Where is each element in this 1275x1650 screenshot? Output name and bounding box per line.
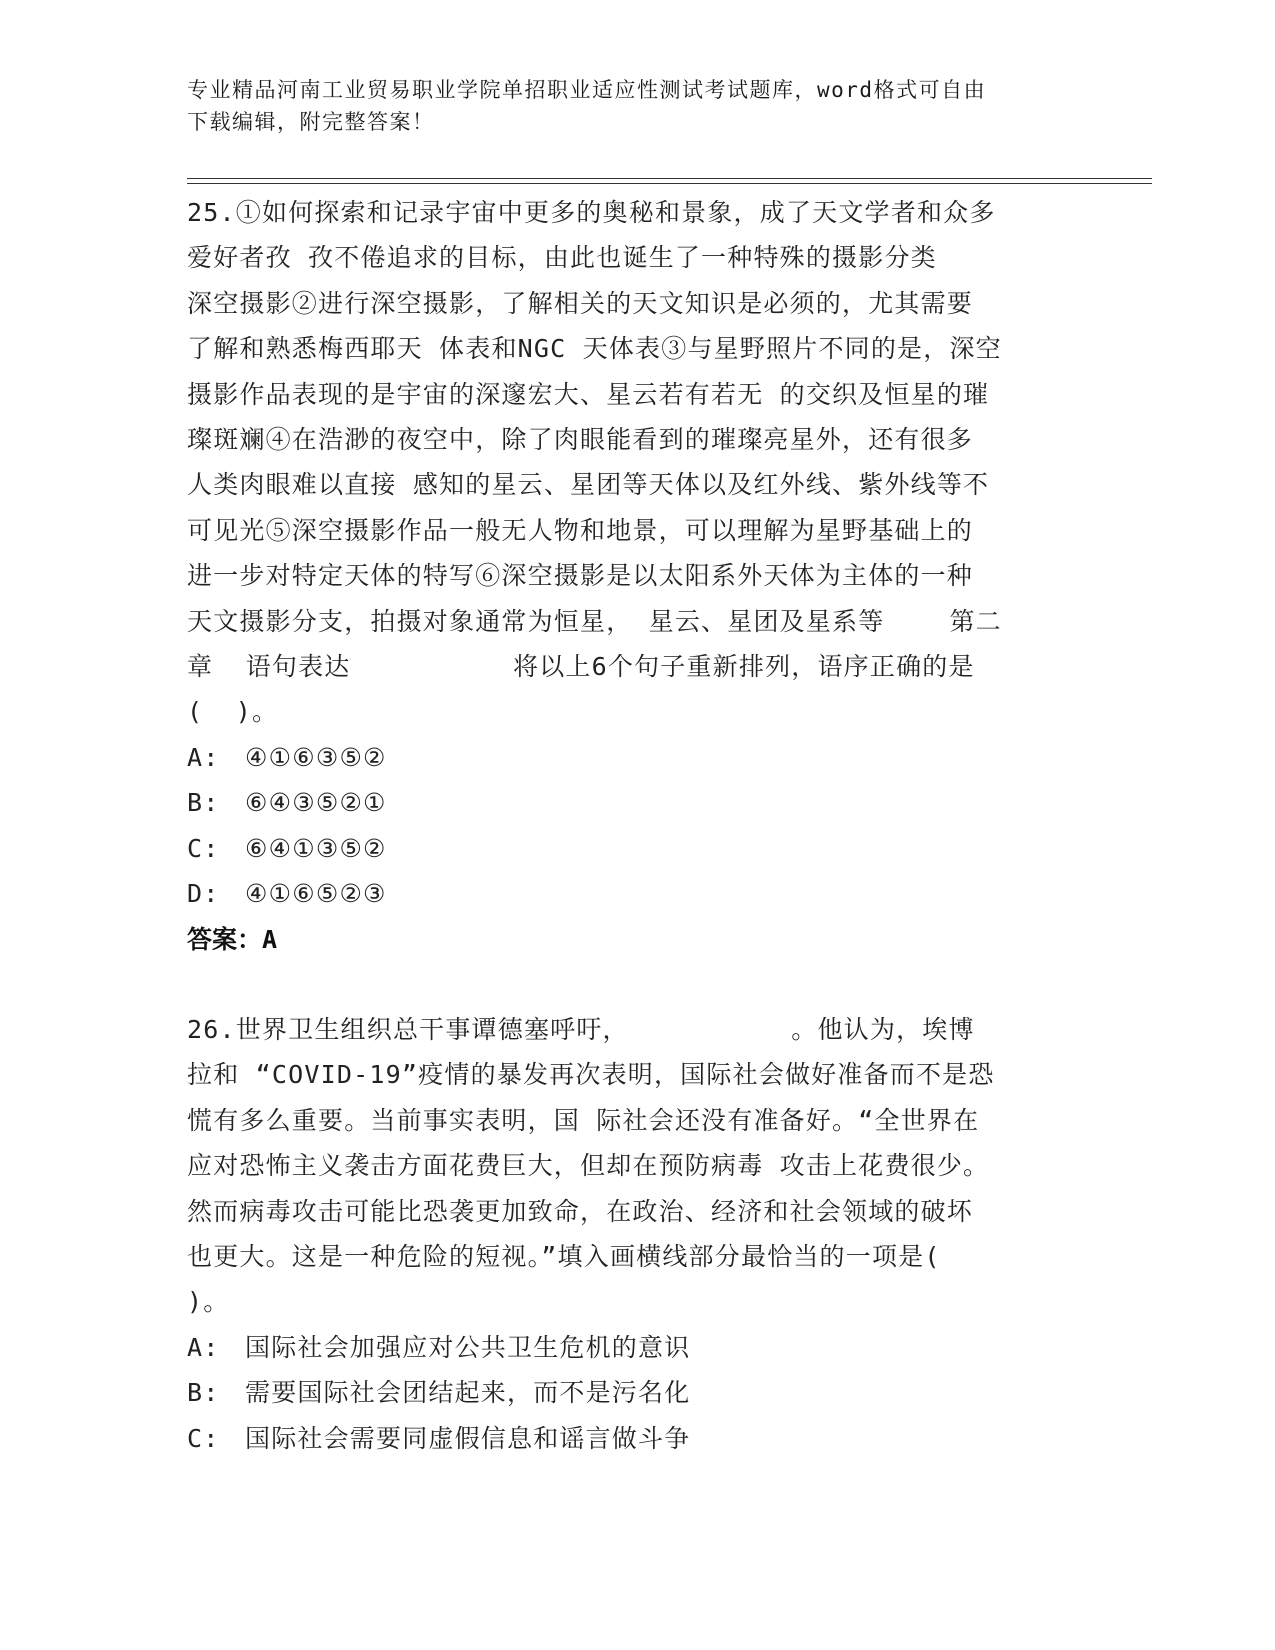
question-text-line: 人类肉眼难以直接 感知的星云、星团等天体以及红外线、紫外线等不 xyxy=(187,470,990,500)
question-text-line: 了解和熟悉梅西耶天 体表和NGC 天体表③与星野照片不同的是，深空 xyxy=(187,334,1002,364)
question-text-line: ( )。 xyxy=(187,697,279,727)
question-text-line: 应对恐怖主义袭击方面花费巨大，但却在预防病毒 攻击上花费很少。 xyxy=(187,1151,990,1181)
question-text-line: 天文摄影分支，拍摄对象通常为恒星， 星云、星团及星系等 第二 xyxy=(187,606,1002,636)
header-line-1: 专业精品河南工业贸易职业学院单招职业适应性测试考试题库，word格式可自由 xyxy=(187,78,987,102)
question-text-line: 拉和 “COVID-19”疫情的暴发再次表明，国际社会做好准备而不是恐 xyxy=(187,1060,995,1090)
option-text: ④①⑥⑤②③ xyxy=(245,879,387,909)
option-label: B: xyxy=(187,788,220,818)
option-label: C: xyxy=(187,833,220,863)
answer-line xyxy=(187,917,1087,962)
option-label: B: xyxy=(187,1378,220,1408)
question-text-line: 进一步对特定天体的特写⑥深空摄影是以太阳系外天体为主体的一种 xyxy=(187,561,974,591)
option-label: A: xyxy=(187,742,220,772)
option-c xyxy=(187,826,1087,871)
question-text-line: 章 语句表达 将以上6个句子重新排列，语序正确的是 xyxy=(187,652,975,682)
question-text-line: )。 xyxy=(187,1287,230,1317)
question-text-line: 璨斑斓④在浩渺的夜空中，除了肉眼能看到的璀璨亮星外，还有很多 xyxy=(187,425,974,455)
option-text: 需要国际社会团结起来，而不是污名化 xyxy=(245,1378,691,1408)
question-spacer xyxy=(187,962,1087,1007)
question-text-line: 慌有多么重要。当前事实表明，国 际社会还没有准备好。“全世界在 xyxy=(187,1105,980,1135)
question-text-line: 25.①如何探索和记录宇宙中更多的奥秘和景象，成了天文学者和众多 xyxy=(187,198,996,227)
option-label: D: xyxy=(187,879,220,909)
question-text-line: 深空摄影②进行深空摄影，了解相关的天文知识是必须的，尤其需要 xyxy=(187,288,974,318)
option-d xyxy=(187,871,1087,916)
header-line-2: 下载编辑，附完整答案！ xyxy=(187,110,435,134)
option-text: ④①⑥③⑤② xyxy=(245,742,387,772)
option-text: ⑥④③⑤②① xyxy=(245,788,387,818)
question-25 xyxy=(187,190,1087,962)
option-b xyxy=(187,1370,1087,1415)
question-text-line: 可见光⑤深空摄影作品一般无人物和地景，可以理解为星野基础上的 xyxy=(187,515,974,545)
option-a xyxy=(187,735,1087,780)
question-text-line: 爱好者孜 孜不倦追求的目标，由此也诞生了一种特殊的摄影分类 xyxy=(187,243,937,273)
question-text-line: 然而病毒攻击可能比恐袭更加致命，在政治、经济和社会领域的破坏 xyxy=(187,1196,974,1226)
question-text-line: 26.世界卫生组织总干事谭德塞呼吁， 。他认为，埃博 xyxy=(187,1014,975,1044)
answer-label: 答案： xyxy=(187,924,263,954)
option-b xyxy=(187,780,1087,825)
option-label: A: xyxy=(187,1332,220,1362)
page-header xyxy=(187,74,1067,138)
option-text: 国际社会加强应对公共卫生危机的意识 xyxy=(245,1332,691,1362)
answer-value: A xyxy=(262,924,278,954)
question-text-line: 摄影作品表现的是宇宙的深邃宏大、星云若有若无 的交织及恒星的璀 xyxy=(187,379,990,409)
question-text-line: 也更大。这是一种危险的短视。”填入画横线部分最恰当的一项是( xyxy=(187,1241,941,1271)
option-text: 国际社会需要同虚假信息和谣言做斗争 xyxy=(245,1423,691,1453)
option-c xyxy=(187,1416,1087,1461)
header-divider-top xyxy=(187,178,1152,179)
option-text: ⑥④①③⑤② xyxy=(245,833,387,863)
option-label: C: xyxy=(187,1423,220,1453)
question-26 xyxy=(187,1007,1087,1461)
header-divider-bottom xyxy=(187,183,1152,184)
document-body xyxy=(187,190,1087,1461)
option-a xyxy=(187,1325,1087,1370)
